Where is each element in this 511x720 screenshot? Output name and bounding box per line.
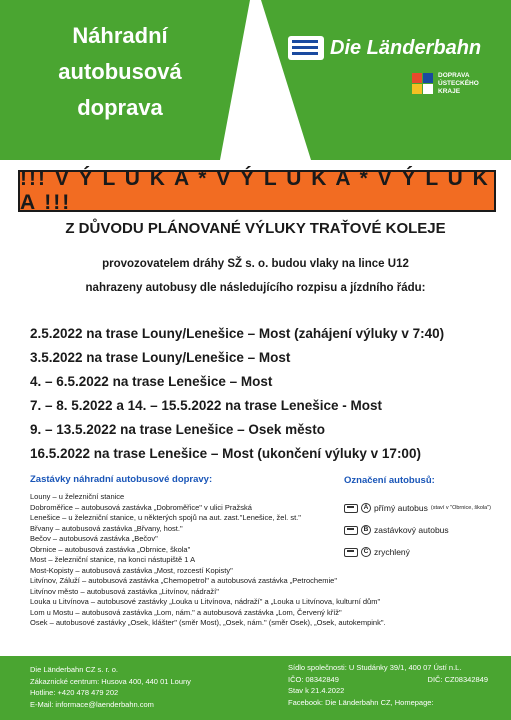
- stop-item: Lom u Mostu – autobusová zastávka „Lom, nám." a autobusová zastávka „Lom, Červený kříž": [30, 607, 342, 617]
- schedule-list: [30, 322, 500, 466]
- stop-item: Dobroměřice – autobusová zastávka „Dobroměřice" v ulici Pražská: [30, 502, 252, 512]
- bus-type-label: zrychlený: [374, 547, 410, 557]
- region-logo-icon: [412, 73, 434, 95]
- bus-type-label: přímý autobus: [374, 503, 428, 513]
- schedule-item: 9. – 13.5.2022 na trase Lenešice – Osek město: [30, 422, 325, 437]
- title-line-1: Náhradní: [72, 23, 168, 48]
- title-line-3: doprava: [77, 95, 163, 120]
- schedule-item: 16.5.2022 na trase Lenešice – Most (ukončení výluky v 17:00): [30, 446, 421, 461]
- region-logo-line-3: KRAJE: [438, 88, 461, 95]
- letter-c-icon: C: [361, 547, 371, 557]
- footer-facebook[interactable]: Facebook: Die Länderbahn CZ, Homepage:: [288, 697, 434, 707]
- letter-b-icon: B: [361, 525, 371, 535]
- region-logo-text: [438, 72, 479, 96]
- intro-line-2: nahrazeny autobusy dle následujícího rozpisu a jízdního řádu:: [85, 282, 426, 294]
- stop-item: Osek – autobusové zastávky „Osek, klášter" (směr Most), „Osek, nám." (směr Osek), „Osek, autokempink".: [30, 618, 386, 627]
- footer-state: Stav k 21.4.2022: [288, 686, 345, 695]
- region-logo: [412, 72, 479, 96]
- stop-item: Most-Kopisty – autobusová zastávka „Most, rozcestí Kopisty": [30, 565, 233, 575]
- footer-dic: DIČ: CZ08342849: [427, 674, 488, 684]
- bus-legend-item: [344, 519, 491, 541]
- stop-item: Obrnice – autobusová zastávka „Obrnice, škola": [30, 544, 191, 554]
- schedule-item: 3.5.2022 na trase Louny/Lenešice – Most: [30, 350, 291, 365]
- footer: [0, 656, 511, 720]
- bus-type-label: zastávkový autobus: [374, 525, 449, 535]
- laenderbahn-logo-text: Die Länderbahn: [330, 36, 482, 59]
- schedule-item: 7. – 8. 5.2022 a 14. – 15.5.2022 na trase Lenešice - Most: [30, 398, 382, 413]
- title-line-2: autobusová: [58, 59, 182, 84]
- header: [0, 0, 511, 160]
- footer-seat: Sídlo společnosti: U Studánky 39/1, 400 07 Ústí n.L.: [288, 663, 462, 672]
- footer-ids: [288, 674, 508, 686]
- schedule-item: 4. – 6.5.2022 na trase Lenešice – Most: [30, 374, 273, 389]
- stops-title: Zastávky náhradní autobusové dopravy:: [30, 474, 213, 485]
- bus-legend: [344, 497, 491, 563]
- footer-email[interactable]: E-Mail: informace@laenderbahn.com: [30, 699, 154, 709]
- bus-icon: [344, 526, 358, 535]
- footer-company-info: [288, 662, 508, 708]
- footer-company: Die Länderbahn CZ s. r. o.: [30, 665, 118, 674]
- reason-heading: Z DŮVODU PLÁNOVANÉ VÝLUKY TRAŤOVÉ KOLEJE: [65, 220, 446, 237]
- closure-banner-text: !!! V Ý L U K A * V Ý L U K A * V Ý L U K A !!!: [20, 167, 490, 214]
- stop-item: Břvany – autobusová zastávka „Břvany, host.": [30, 523, 183, 533]
- stop-item: Most – železniční stanice, na konci nástupiště 1 A: [30, 555, 196, 564]
- letter-a-icon: A: [361, 503, 371, 513]
- stop-item: Litvínov město – autobusová zastávka „Litvínov, nádraží": [30, 586, 219, 596]
- bus-legend-item: [344, 541, 491, 563]
- bus-legend-item: [344, 497, 491, 519]
- footer-contact: [30, 664, 191, 710]
- laenderbahn-logo: [288, 36, 481, 60]
- footer-ico: IČO: 08342849: [288, 674, 339, 684]
- stop-item: Lenešice – u železniční stanice, u některých spojů na aut. zast."Lenešice, žel. st.": [30, 513, 301, 522]
- region-logo-line-1: DOPRAVA: [438, 72, 470, 79]
- page-title: [20, 18, 220, 126]
- schedule-item: 2.5.2022 na trase Louny/Lenešice – Most (zahájení výluky v 7:40): [30, 326, 445, 341]
- footer-hotline: Hotline: +420 478 479 202: [30, 688, 119, 697]
- bus-legend-title: Označení autobusů:: [344, 475, 435, 486]
- stop-item: Bečov – autobusová zastávka „Bečov": [30, 534, 158, 543]
- bus-type-note: (staví v "Obrnice, škola"): [430, 505, 492, 511]
- laenderbahn-logo-icon: [288, 36, 324, 60]
- bus-icon: [344, 548, 358, 557]
- closure-banner: [18, 167, 496, 214]
- footer-customer-center: Zákaznické centrum: Husova 400, 440 01 Louny: [30, 676, 191, 686]
- region-logo-line-2: ÚSTECKÉHO: [438, 80, 479, 87]
- bus-icon: [344, 504, 358, 513]
- intro-line-1: provozovatelem dráhy SŽ s. o. budou vlaky na lince U12: [102, 258, 409, 270]
- stop-item: Louka u Litvínova – autobusové zastávky „Louka u Litvínova, nádraží" a „Louka u Litvínova, kulturní dům": [30, 597, 381, 606]
- stop-item: Louny – u železniční stanice: [30, 492, 125, 501]
- stop-item: Litvínov, Záluží – autobusová zastávka „Chemopetrol" a autobusová zastávka „Petrochemie": [30, 576, 338, 585]
